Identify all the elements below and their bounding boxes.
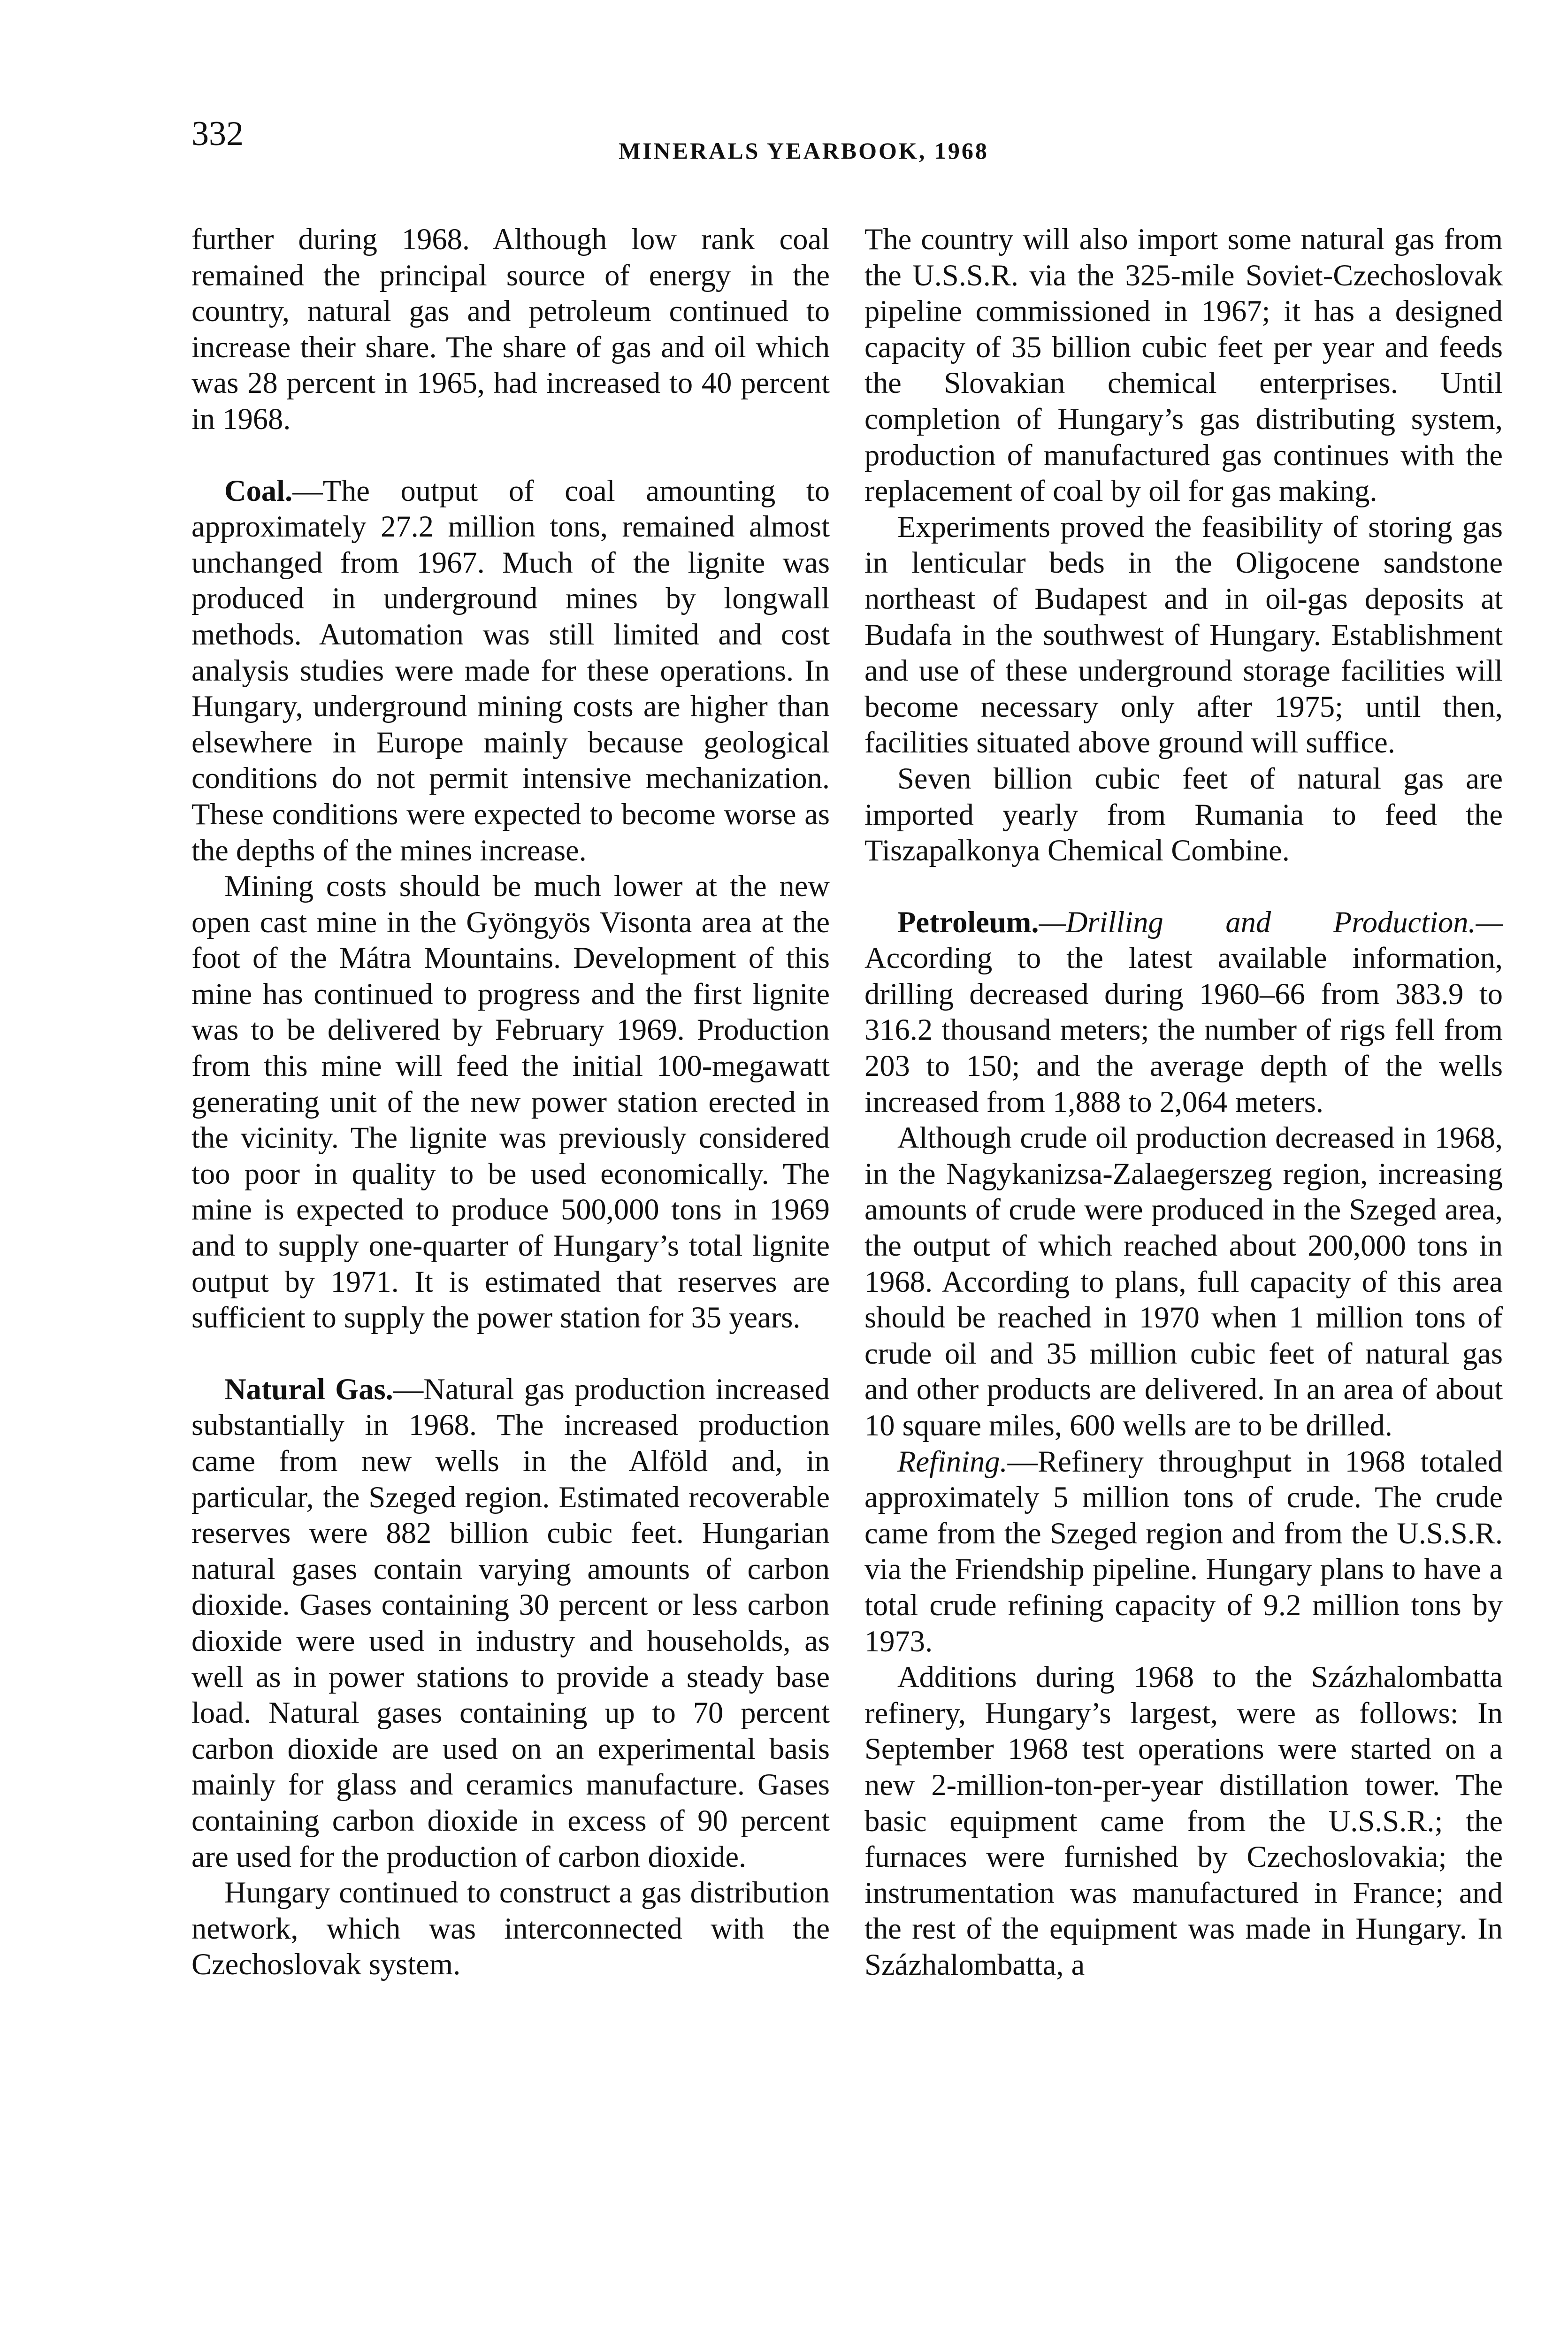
- gas-import-paragraph: The country will also import some natural gas from the U.S.S.R. via the 325-mile Soviet-Czechoslovak pipeline commissioned in 1967; it has a designed capacity of 35 billion cubic feet per year and feeds the Slovakian chemical enterprises. Until completion of Hungary’s gas distributing system, production of manufactured gas continues with the replacement of coal by oil for gas making.: [864, 222, 1503, 508]
- left-column: [191, 222, 830, 1983]
- natural-gas-paragraph-2: Hungary continued to construct a gas distribution network, which was interconnected with the Czechoslovak system.: [191, 1876, 830, 1981]
- coal-paragraph-1-text: —The output of coal amounting to approximately 27.2 million tons, remained almost unchanged from 1967. Much of the lignite was produced in underground mines by longwall methods. Automation was still limited and cost analysis studies were made for these operations. In Hungary, underground mining costs are higher than elsewhere in Europe mainly because geological conditions do not permit intensive mechanization. These conditions were expected to become worse as the depths of the mines increase.: [191, 474, 830, 867]
- refining-paragraph-text: —Refinery throughput in 1968 totaled approximately 5 million tons of crude. The crude came from the Szeged region and from the U.S.S.R. via the Friendship pipeline. Hungary plans to have a total crude refining capacity of 9.2 million tons by 1973.: [864, 1444, 1503, 1658]
- refining-subheading: Refining.: [897, 1444, 1008, 1478]
- rumania-import-paragraph: Seven billion cubic feet of natural gas are imported yearly from Rumania to feed the Tiszapalkonya Chemical Combine.: [864, 761, 1503, 867]
- petroleum-paragraph-2: Although crude oil production decreased in 1968, in the Nagykanizsa-Zalaegerszeg region, increasing amounts of crude were produced in the Szeged area, the output of which reached about 200,000 tons in 1968. According to plans, full capacity of this area should be reached in 1970 when 1 million tons of crude oil and 35 million cubic feet of natural gas and other products are delivered. In an area of about 10 square miles, 600 wells are to be drilled.: [864, 1121, 1503, 1442]
- drilling-production-subheading: —Drilling and Production.—: [1039, 905, 1503, 939]
- refining-paragraph: [864, 1444, 1503, 1660]
- gas-storage-paragraph: Experiments proved the feasibility of storing gas in lenticular beds in the Oligocene sandstone northeast of Budapest and in oil-gas deposits at Budafa in the southwest of Hungary. Establishment and use of these underground storage facilities will become necessary only after 1975; until then, facilities situated above ground will suffice.: [864, 510, 1503, 759]
- coal-paragraph-1: [191, 473, 830, 869]
- page-number: 332: [191, 115, 244, 153]
- intro-paragraph: further during 1968. Although low rank coal remained the principal source of energy in the country, natural gas and petroleum continued to increase their share. The share of gas and oil which was 28 percent in 1965, had increased to 40 percent in 1968.: [191, 222, 830, 436]
- petroleum-heading: Petroleum.: [897, 905, 1039, 939]
- natural-gas-paragraph-1-text: —Natural gas production increased substantially in 1968. The increased production came from new wells in the Alföld and, in particular, the Szeged region. Estimated recoverable reserves were 882 billion cubic feet. Hungarian natural gases contain varying amounts of carbon dioxide. Gases containing 30 percent or less carbon dioxide were used in industry and households, as well as in power stations to provide a steady base load. Natural gases containing up to 70 percent carbon dioxide are used on an experimental basis mainly for glass and ceramics manufacture. Gases containing carbon dioxide in excess of 90 percent are used for the production of carbon dioxide.: [191, 1372, 830, 1873]
- natural-gas-heading: Natural Gas.: [224, 1372, 393, 1406]
- petroleum-paragraph-1-text: According to the latest available information, drilling decreased during 1960–66 from 383.9 to 316.2 thousand meters; the number of rigs fell from 203 to 150; and the average depth of the wells increased from 1,888 to 2,064 meters.: [864, 941, 1503, 1119]
- coal-paragraph-2: Mining costs should be much lower at the new open cast mine in the Gyöngyös Visonta area at the foot of the Mátra Mountains. Development of this mine has continued to progress and the first lignite was to be delivered by February 1969. Production from this mine will feed the initial 100-megawatt generating unit of the new power station erected in the vicinity. The lignite was previously considered too poor in quality to be used economically. The mine is expected to produce 500,000 tons in 1969 and to supply one-quarter of Hungary’s total lignite output by 1971. It is estimated that reserves are sufficient to supply the power station for 35 years.: [191, 869, 830, 1335]
- refinery-additions-paragraph: Additions during 1968 to the Százhalombatta refinery, Hungary’s largest, were as follows: In September 1968 test operations were started on a new 2-million-ton-per-year distillation tower. The basic equipment came from the U.S.S.R.; the furnaces were furnished by Czechoslovakia; the instrumentation was manufactured in France; and the rest of the equipment was made in Hungary. In Százhalombatta, a: [864, 1660, 1503, 1981]
- right-column: [864, 222, 1503, 1983]
- natural-gas-paragraph-1: [191, 1372, 830, 1875]
- petroleum-paragraph-1: [864, 905, 1503, 1120]
- running-head: MINERALS YEARBOOK, 1968: [619, 138, 989, 164]
- coal-heading: Coal.: [224, 474, 293, 507]
